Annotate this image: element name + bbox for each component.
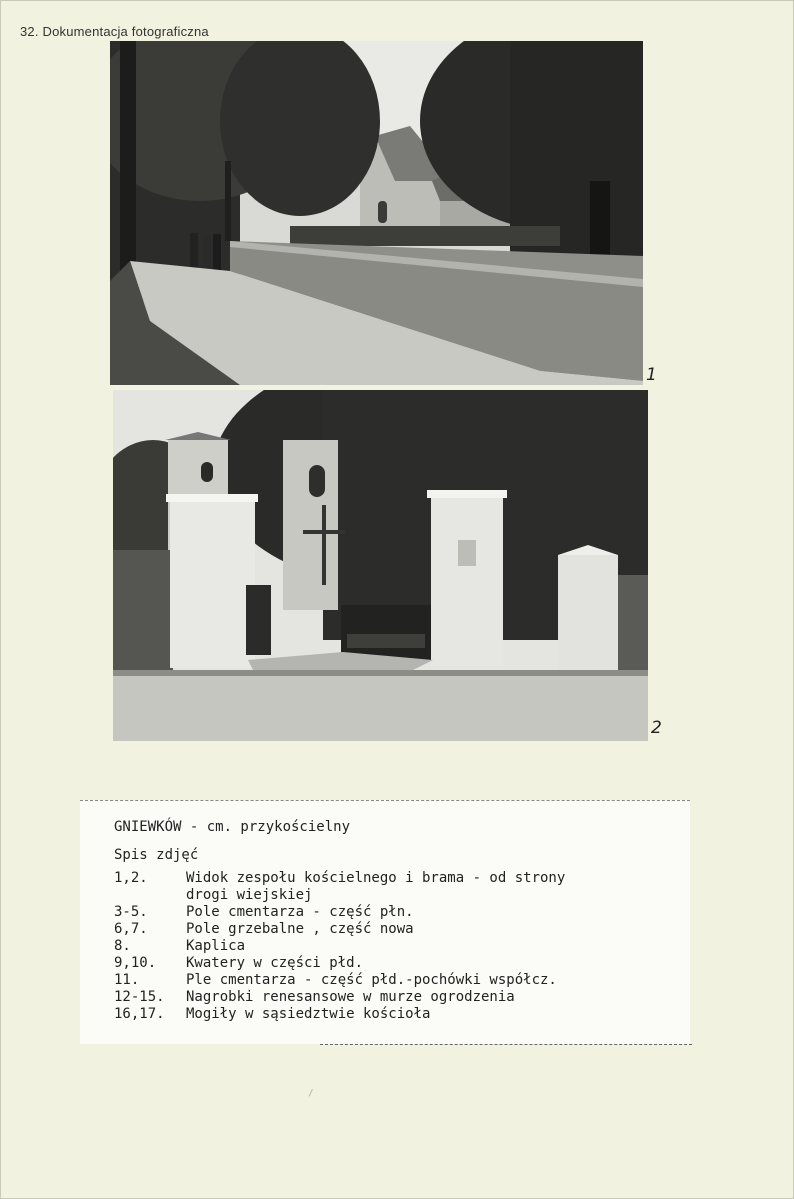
list-item-number: 11. (114, 972, 140, 988)
photo-1-number: 1 (646, 365, 657, 385)
list-item-text: Ple cmentarza - część płd.-pochówki współcz. (186, 972, 557, 988)
list-item-text: Widok zespołu kościelnego i brama - od strony drogi wiejskiej (186, 870, 566, 903)
pencil-mark (309, 1089, 319, 1099)
list-item-text: Pole cmentarza - część płn. (186, 904, 414, 920)
list-item-number: 8. (114, 938, 131, 954)
list-item (114, 938, 246, 955)
list-item (114, 955, 364, 972)
page-header: 32. Dokumentacja fotograficzna (20, 24, 209, 39)
list-item-number: 1,2. (114, 870, 148, 886)
list-item-text: Kwatery w części płd. (186, 955, 364, 971)
photo-1 (110, 41, 643, 385)
list-item-number: 9,10. (114, 955, 157, 971)
list-item-number: 12-15. (114, 989, 165, 1005)
card-title: GNIEWKÓW - cm. przykościelny (114, 819, 351, 835)
list-item (114, 904, 414, 921)
list-item-text: Mogiły w sąsiedztwie kościoła (186, 1006, 431, 1022)
list-item (114, 972, 557, 989)
list-item-number: 16,17. (114, 1006, 165, 1022)
list-item (114, 989, 515, 1006)
photo-list-card (80, 800, 690, 1044)
photo-2-number: 2 (651, 718, 662, 738)
list-item (114, 870, 566, 904)
photo-2 (113, 390, 648, 741)
list-item-text: Pole grzebalne , część nowa (186, 921, 414, 937)
card-subtitle: Spis zdjęć (114, 847, 199, 863)
list-item-number: 6,7. (114, 921, 148, 937)
list-item (114, 1006, 431, 1023)
photo-list (114, 870, 566, 1023)
cemetery-gate-photo-icon (113, 390, 648, 741)
list-item-number: 3-5. (114, 904, 148, 920)
list-item (114, 921, 414, 938)
list-item-text: Kaplica (186, 938, 246, 954)
church-wall-road-photo-icon (110, 41, 643, 385)
list-item-text: Nagrobki renesansowe w murze ogrodzenia (186, 989, 515, 1005)
